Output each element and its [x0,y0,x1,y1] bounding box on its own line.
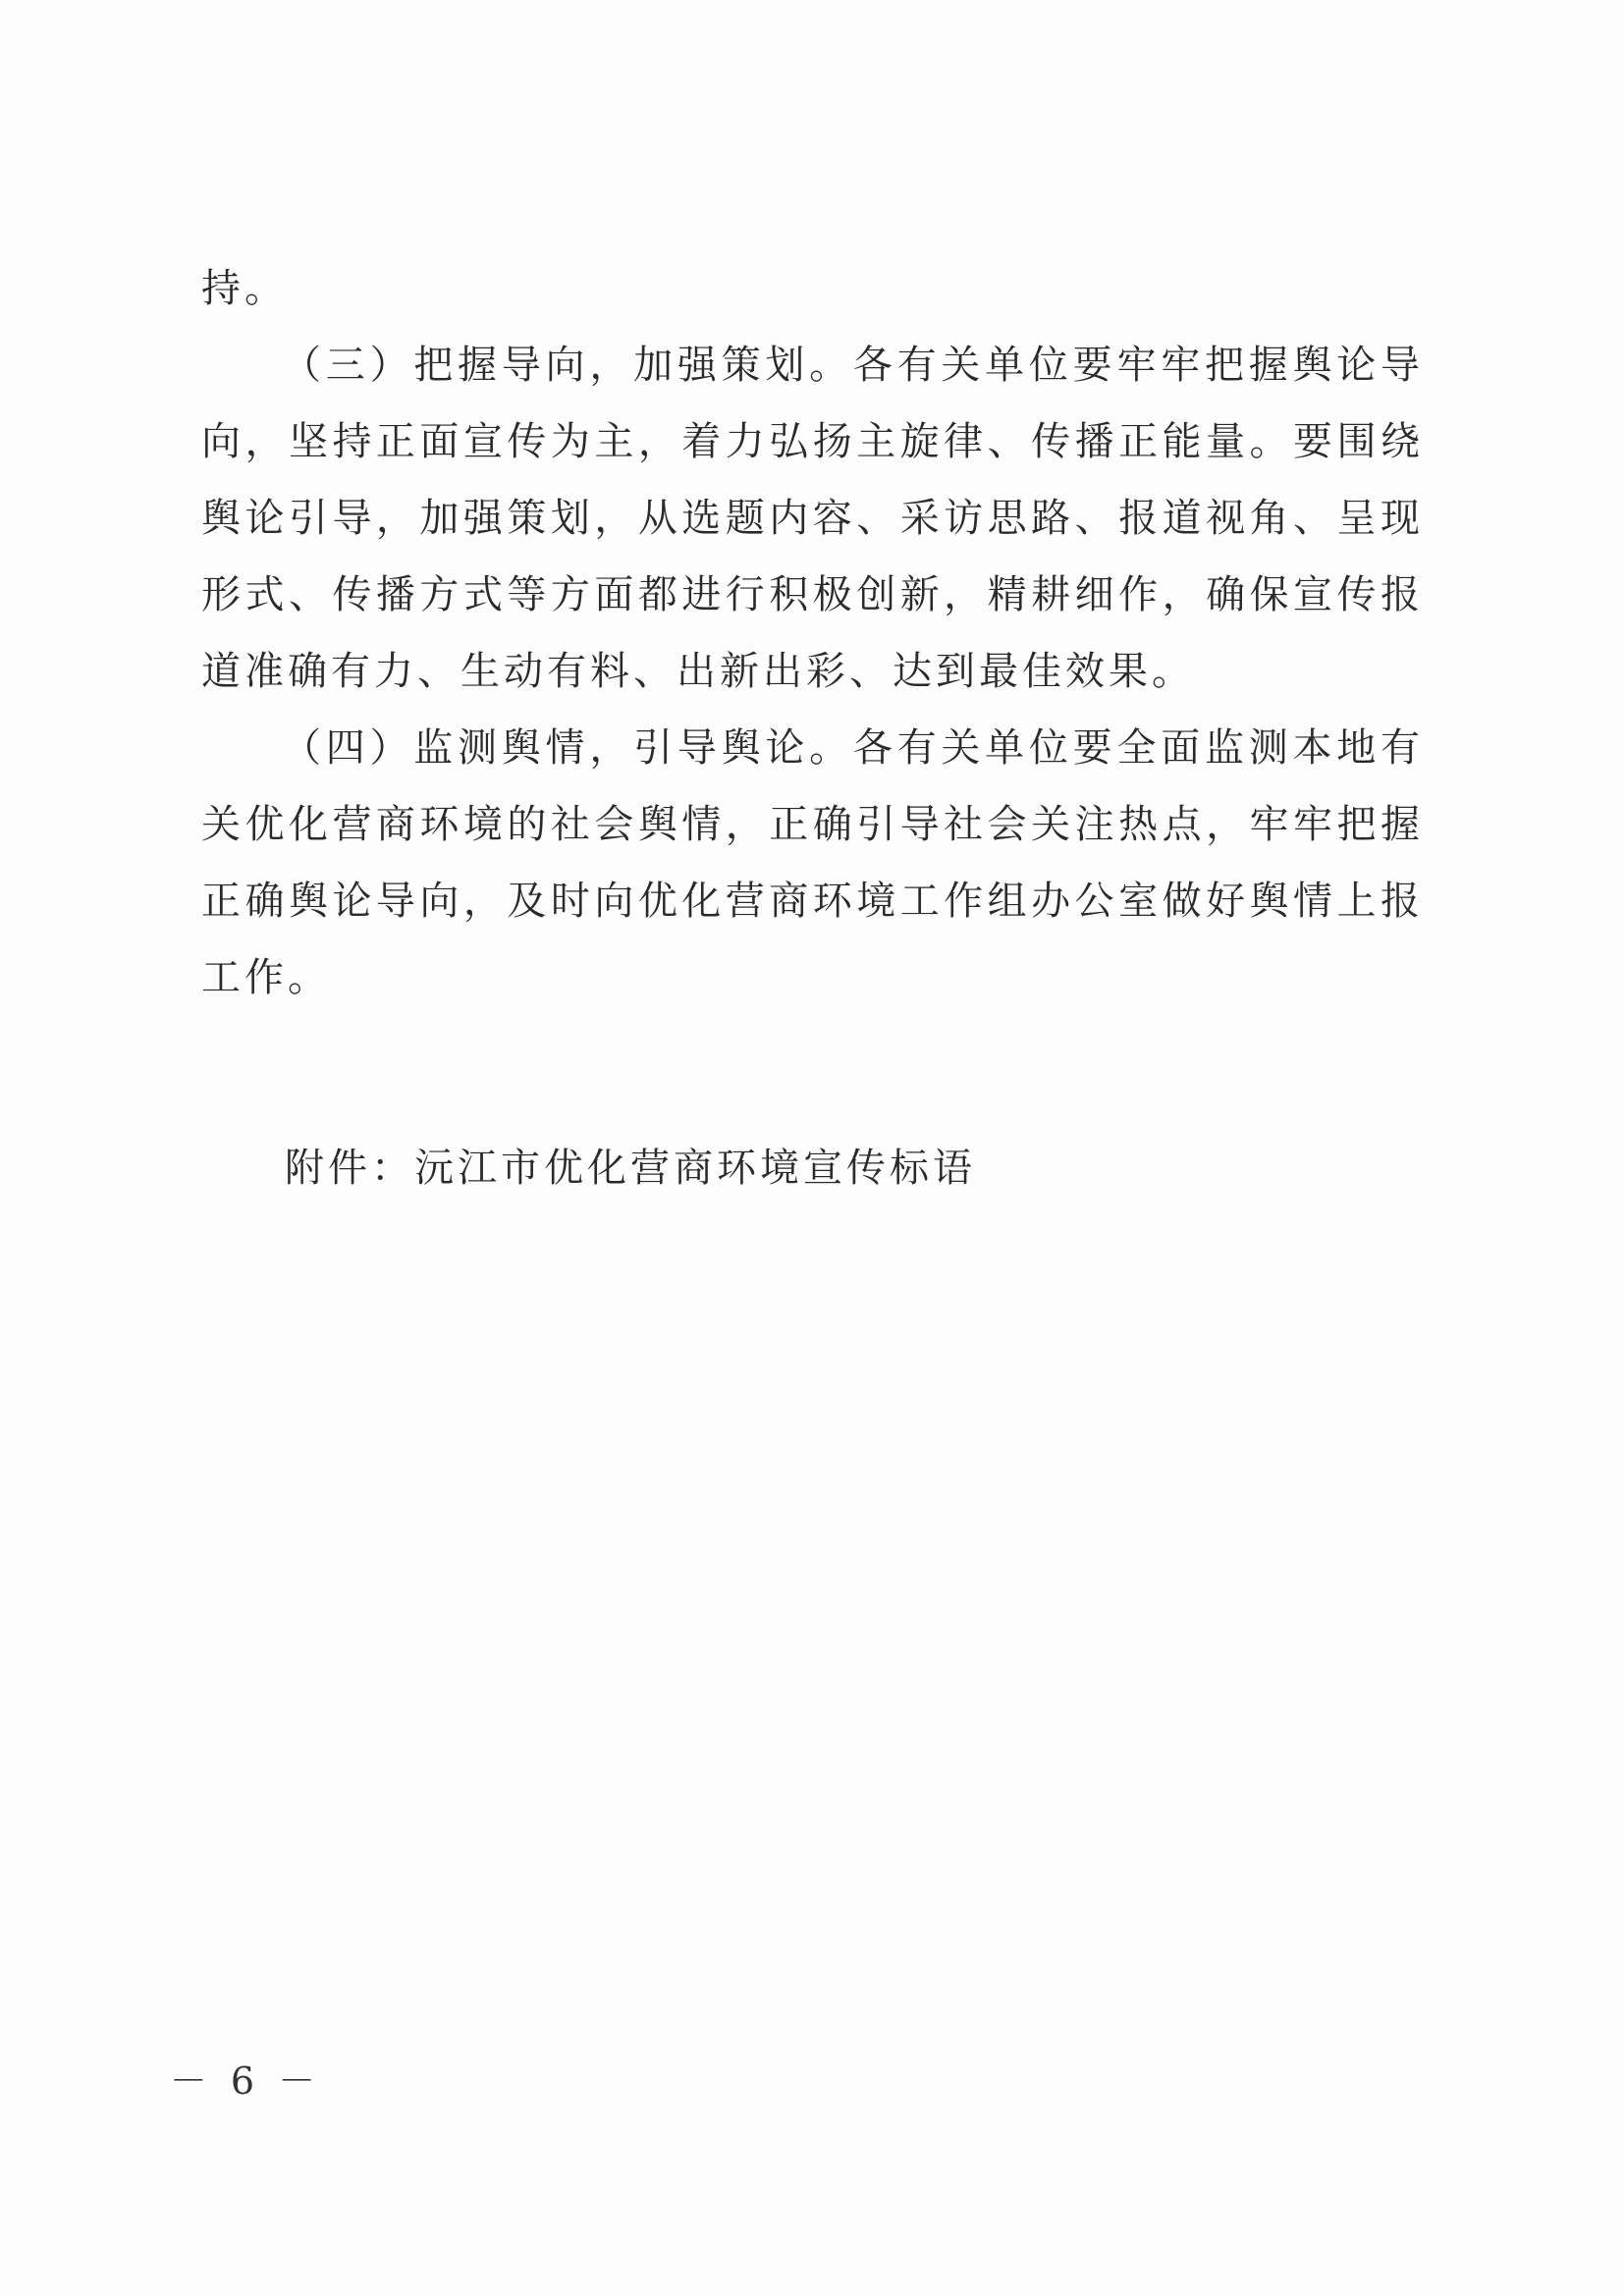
document-body [201,250,1424,1016]
paragraph-section-four: （四）监测舆情，引导舆论。各有关单位要全面监测本地有关优化营商环境的社会舆情，正确引导社会关注热点，牢牢把握正确舆论导向，及时向优化营商环境工作组办公室做好舆情上报工作。 [201,725,1424,1000]
paragraph-continuation: 持。 [201,266,288,311]
paragraph-section-three: （三）把握导向，加强策划。各有关单位要牢牢把握舆论导向，坚持正面宣传为主，着力弘扬主旋律、传播正能量。要围绕舆论引导，加强策划，从选题内容、采访思路、报道视角、呈现形式、传播方式等方面都进行积极创新，精耕细作，确保宣传报道准确有力、生动有料、出新出彩、达到最佳效果。 [201,343,1424,694]
attachment-line: 附件：沅江市优化营商环境宣传标语 [285,1146,976,1191]
page-number: － 6 － [169,2059,322,2103]
